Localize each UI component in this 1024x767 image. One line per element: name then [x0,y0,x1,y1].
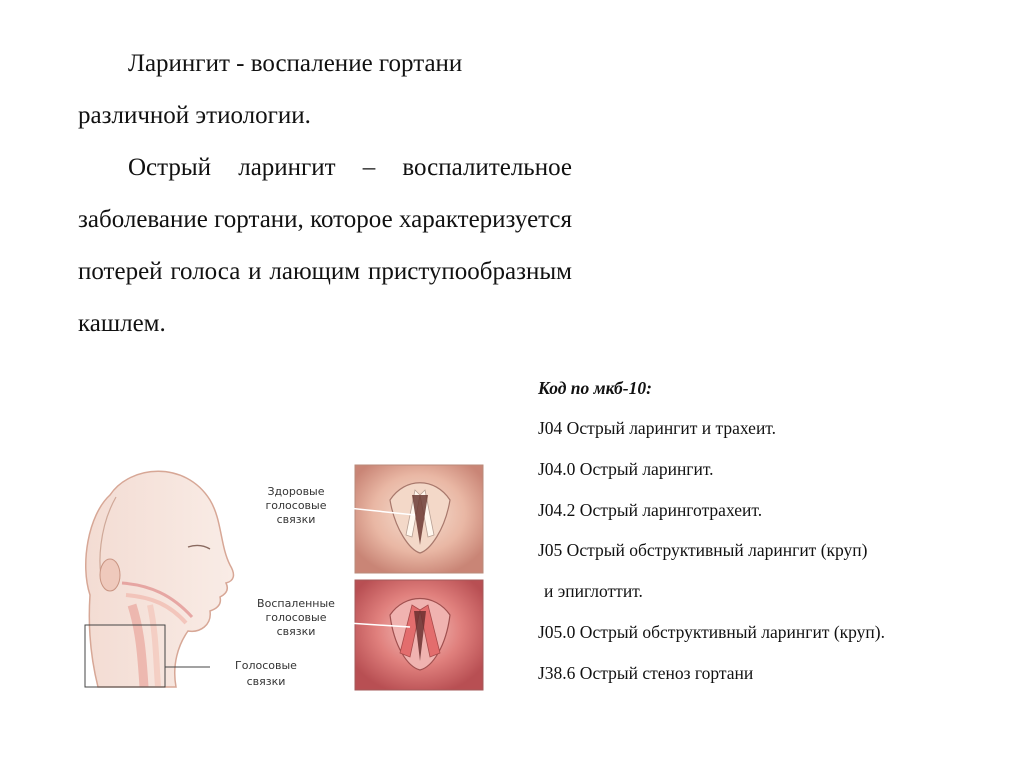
icd-line: J05 Острый обструктивный ларингит (круп) [538,540,868,561]
folds-label-line-2: связки [246,675,286,688]
icd-line: J04.0 Острый ларингит. [538,458,714,479]
inflamed-label-line-3: связки [276,625,316,638]
acute-laryngitis-definition: Острый ларингит – воспалительное заболевание гортани, которое характеризуется потерей голоса и лающим приступообразным кашлем. [78,154,572,337]
folds-label-line-1: Голосовые [235,659,297,672]
larynx-drawing [60,455,500,705]
icd-line: J05.0 Острый обструктивный ларингит (круп). [538,621,886,642]
icd-line: J04.2 Острый ларинготрахеит. [538,499,763,520]
icd-line: J04 Острый ларингит и трахеит. [538,418,777,438]
inflamed-label-line-2: голосовые [265,611,327,624]
definition-line-1: Ларингит - воспаление гортани [128,50,463,77]
icd-line: и эпиглоттит. [544,581,643,602]
head-profile [86,471,234,687]
icd-codes-block [538,368,1008,694]
icd-heading: Код по мкб-10: [538,378,652,398]
healthy-label-line-1: Здоровые [267,485,325,498]
intro-text [78,38,572,350]
healthy-label-line-3: связки [276,513,316,526]
larynx-illustration [60,455,500,705]
definition-line-2: различной этиологии. [78,102,311,129]
inflamed-label-line-1: Воспаленные [257,597,335,610]
healthy-label-line-2: голосовые [265,499,327,512]
icd-line: J38.6 Острый стеноз гортани [538,662,754,683]
